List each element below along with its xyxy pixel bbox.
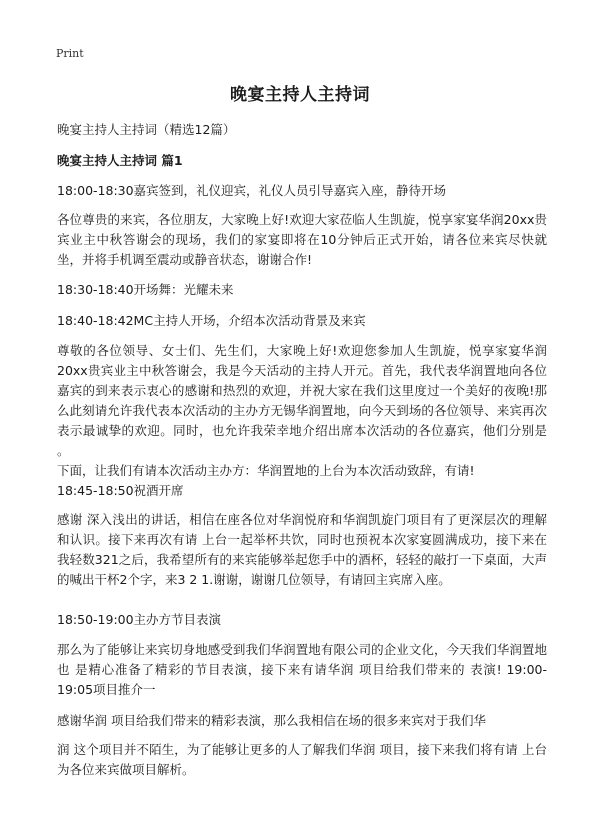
paragraph: 各位尊贵的来宾，各位朋友，大家晚上好!欢迎大家莅临人生凯旋，悦享家宴华润20xx贵宾业主中秋答谢会的现场，我们的家宴即将在10分钟后正式开始，请各位来宾尽快就坐，并将手机调至震动或静音状态，谢谢合作! [57, 212, 547, 267]
document-subtitle: 晚宴主持人主持词（精选12篇） [57, 122, 236, 137]
section-heading: 晚宴主持人主持词 篇1 [57, 153, 183, 168]
paragraph: 那么为了能够让来宾切身地感受到我们华润置地有限公司的企业文化，今天我们华润置地也 是精心准备了精彩的节目表演，接下来有请华润 项目给我们带来的 表演! 19:00-19:05项目推介一 [57, 642, 547, 697]
paragraph: 尊敬的各位领导、女士们、先生们，大家晚上好!欢迎您参加人生凯旋，悦享家宴华润20xx贵宾业主中秋答谢会，我是今天活动的主持人开元。首先，我代表华润置地向各位嘉宾的到来表示衷心的感谢和热烈的欢迎，并祝大家在我们这里度过一个美好的夜晚!那么此刻请允许我代表本次活动的主办方无锡华润置地，向今天到场的各位领导、来宾再次表示最诚挚的欢迎。同时，也允许我荣幸地介绍出席本次活动的各位嘉宾，他们分别是 。 [57, 343, 547, 458]
schedule-line: 18:00-18:30嘉宾签到，礼仪迎宾，礼仪人员引导嘉宾入座，静待开场 [57, 183, 447, 198]
schedule-line: 18:40-18:42MC主持人开场，介绍本次活动背景及来宾 [57, 313, 366, 328]
paragraph: 感谢华润 项目给我们带来的精彩表演，那么我相信在场的很多来宾对于我们华 [57, 713, 486, 728]
paragraph: 润 这个项目并不陌生，为了能够让更多的人了解我们华润 项目，接下来我们将有请 上台为各位来宾做项目解析。 [57, 742, 547, 777]
schedule-line: 18:45-18:50祝酒开席 [57, 483, 184, 498]
print-link[interactable]: Print [56, 47, 84, 60]
paragraph: 感谢 深入浅出的讲话，相信在座各位对华润悦府和华润凯旋门项目有了更深层次的理解和认识。接下来再次有请 上台一起举杯共饮，同时也预祝本次家宴圆满成功，接下来在我轻数321之后，我希望所有的来宾能够举起您手中的酒杯，轻轻的敲打一下桌面，大声的喊出干杯2个字，来3 2 1.谢谢，谢谢几位领导，有请回主宾席入座。 [57, 512, 547, 587]
schedule-line: 18:30-18:40开场舞：光耀未来 [57, 282, 234, 297]
page-title: 晚宴主持人主持词 [230, 85, 370, 105]
paragraph: 下面，让我们有请本次活动主办方：华润置地的上台为本次活动致辞，有请! [57, 463, 475, 478]
schedule-line: 18:50-19:00主办方节目表演 [57, 612, 222, 627]
